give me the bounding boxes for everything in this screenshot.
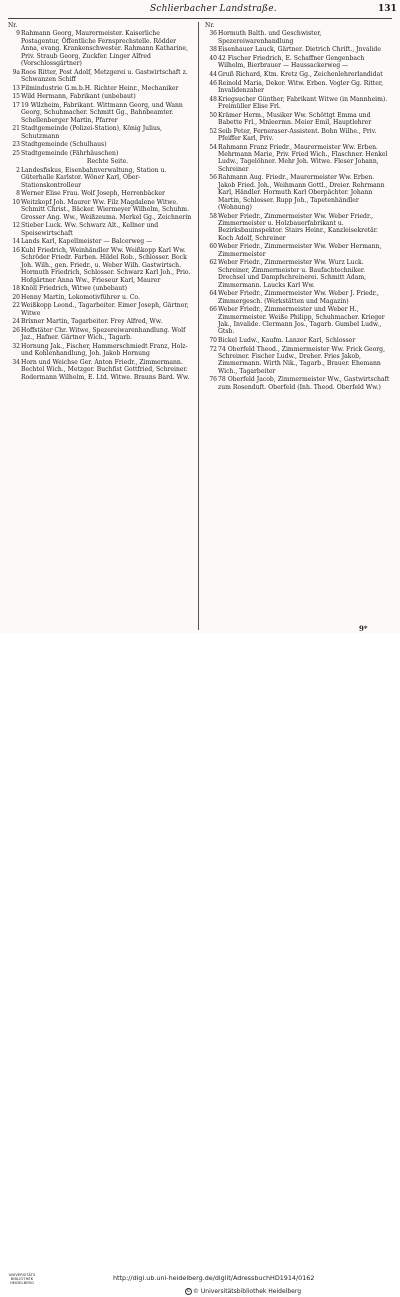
- house-number: 10: [12, 199, 20, 206]
- entry-text: Hormuth Balth. und Geschwister, Spezereiwarenhandlung: [218, 30, 322, 45]
- directory-entry: [205, 290, 391, 305]
- entry-text: 74 Oberfeld Theod., Zimmermeister Ww. Frick Georg, Schreiner. Fischer Ludw., Dreher. Fries Jakob, Zimmermann. Wirth Nik., Tagarb., Brauer. Ehemann Wich., Tagarbeiter: [218, 345, 386, 375]
- entry-text: Weber Friedr., Zimmermeister und Weber H., Zimmermeister. Weiße Philipp, Schuhmacher. Krieger Jak., Invalide. Clermann Jos., Tagarb. Gumbel Ludw., Gtsb.: [218, 306, 385, 336]
- house-number: 34: [12, 359, 20, 366]
- entry-text: Weber Friedr., Zimmermeister Ww. Wurz Luck. Schreiner, Zimmermeister u. Baufachtechniker. Drechsel und Dampfschreinerei. Schmitt Adam, Zimmermann. Laucks Karl Ww.: [218, 259, 367, 289]
- entry-text: Weber Friedr., Zimmermeister Ww. Weber Hermann, Zimmermeister: [218, 243, 382, 258]
- digitization-footer: [0, 633, 400, 1295]
- house-number: 18: [12, 285, 20, 293]
- house-number: 66: [209, 306, 217, 314]
- directory-entry: [205, 213, 391, 243]
- house-number: 2: [16, 167, 20, 174]
- directory-entry: [8, 167, 194, 189]
- directory-entry: [8, 359, 194, 381]
- entry-text: 42 Fischer Friedrich, E. Schaffner Gengenbach Wilhelm, Bierbrauer — Haussackerweg —: [218, 55, 365, 70]
- entry-text: Reinold Maria, Dekor. Witw. Erben. Vogler Gg. Ritter, Invalidenzaher: [218, 79, 384, 94]
- house-number: 20: [12, 293, 20, 301]
- house-number: 50: [209, 111, 217, 119]
- house-number: 60: [209, 243, 217, 251]
- directory-entry: [205, 346, 391, 376]
- page-header: [0, 4, 400, 16]
- entry-text: 19 Wilzheim, Fabrikant. Wittmann Georg, und Wann Georg, Schuhmacher. Schmitt Gg., Bahnbeamter. Schellenberger Martin, Pfarrer: [21, 101, 183, 124]
- entry-text: Lands Karl, Kapellmeister — Balcerweg —: [21, 238, 153, 246]
- house-number: 15: [12, 93, 20, 101]
- library-logo-text: UNIVERSITÄTS BIBLIOTHEK HEIDELBERG: [8, 1273, 36, 1285]
- directory-entry: [8, 247, 194, 284]
- directory-entry: [8, 222, 194, 237]
- directory-entry: [8, 85, 194, 92]
- directory-entry: [205, 376, 391, 391]
- house-number: 46: [209, 79, 217, 87]
- entry-text: Stadtgemeinde (Fährhäuschen): [21, 149, 119, 157]
- directory-entry: [8, 343, 194, 358]
- source-link[interactable]: http://digi.ub.uni-heidelberg.de/diglit/AdressbuchHD1914/0162: [113, 1274, 315, 1282]
- house-number: 23: [12, 141, 20, 149]
- directory-entry: [8, 158, 194, 165]
- entry-text: Krämer Herm., Musiker Ww. Schöttgt Emma und Babette Frl., Mnleermn. Meier Emil, Hauptlehrer: [218, 111, 372, 126]
- house-number: 44: [209, 71, 217, 78]
- header-rule: [8, 18, 392, 19]
- directory-entry: [205, 30, 391, 45]
- entry-text: Rahmann Georg, Maurermeister. Kaiserliche Postagentur, Öffentliche Fernsprechstelle. Rödder Anna, evang. Krankenschwester. Rahmann Katharine, Priv. Straub Georg, Zuckfer. Linger Alfred (Vorschlossgärtner): [21, 30, 188, 68]
- entry-text: Weber Friedr., Zimmermeister Ww. Weber Friedr., Zimmermeister u. Holzbauerfabrikant u. Bezirksbauinspektor. Stairs Heinr., Kanzleisekretär. Koch Adolf, Schreiner: [218, 212, 378, 242]
- house-number: 58: [209, 212, 217, 220]
- directory-entry: [8, 125, 194, 140]
- directory-entry: [8, 141, 194, 148]
- house-number: 40: [209, 55, 217, 62]
- directory-entry: [205, 46, 391, 53]
- directory-entry: [8, 93, 194, 100]
- house-number: 48: [209, 95, 217, 103]
- house-number: 9a: [12, 68, 20, 76]
- entry-text: Weitzkopf Joh. Maurer Ww. Filz Magdalene Witwe. Schmitt Christ., Bäcker. Wiermeyer Wilhelm, Schuhm. Grosser Ang. Ww., Weißzeuma. Merkel Gg., Zeichnerin: [21, 199, 192, 221]
- copyright-text: © Universitätsbibliothek Heidelberg: [193, 1288, 302, 1295]
- entry-text: Eisenhauer Lauck, Gärtner. Dietrich Chrift., Jnvalide: [218, 46, 381, 54]
- house-number: 13: [12, 84, 20, 92]
- house-number: 8: [16, 190, 20, 198]
- entry-text: Weber Friedr., Zimmermeister Ww. Weber J. Friedr., Zimmergesch. (Werkstätten und Magazin): [218, 290, 379, 305]
- entry-text: Knöll Friedrich, Witwe (unbebaut): [21, 285, 127, 293]
- entry-text: Landesfiskus, Eisenbahnverwaltung, Station u. Güterhalle Karlstor. Wöner Karl, Ober-Stationskontrolleur: [21, 167, 167, 189]
- house-number: 14: [12, 238, 20, 246]
- entry-text: Rechte Seite.: [86, 158, 129, 166]
- left-column: [8, 22, 194, 382]
- house-number: 62: [209, 259, 217, 267]
- house-number: 16: [12, 247, 20, 254]
- house-number: 36: [209, 30, 217, 38]
- page-number: 131: [378, 4, 397, 14]
- directory-entry: [205, 144, 391, 174]
- house-number: 72: [209, 345, 217, 353]
- directory-entry: [205, 306, 391, 336]
- directory-entry: [8, 318, 194, 325]
- directory-entry: [8, 302, 194, 317]
- directory-entry: [8, 150, 194, 157]
- page-title: Schlierbacher Landstraße.: [150, 4, 277, 14]
- directory-entry: [205, 128, 391, 143]
- right-column: [205, 22, 391, 392]
- directory-entry: [205, 243, 391, 258]
- signature-mark: 9*: [359, 624, 368, 633]
- directory-entry: [205, 55, 391, 70]
- entry-text: Filmindustrie G.m.b.H. Richter Heinr., Mechaniker: [21, 84, 179, 92]
- directory-entry: [205, 174, 391, 211]
- house-number: 24: [12, 318, 20, 326]
- entry-text: Kriegsucher Günther, Fabrikant Witwe (in Mannheim). Freimüller Elise Frl.: [218, 95, 388, 110]
- entry-text: Wild Hermann, Fabrikant (unbebaut): [21, 93, 136, 101]
- directory-entry: [8, 285, 194, 292]
- entry-text: Kubl Friedrich, Weinhändler Ww. Weißkopp Karl Ww. Schröder Friedr. Farben. Hildel Rob., Schlosser. Bock Joh. Wilh., gen. Friedr., u. Weber Wilh. Gastwirtsch. Hormuth Friedrich, Schlosser. Schwarz Karl Joh., Prio. Hofgärtner Anna Ww., Frieseur Karl, Maurer: [21, 247, 191, 284]
- library-logo: [2, 1273, 42, 1297]
- directory-entry: [8, 327, 194, 342]
- directory-entry: [205, 80, 391, 95]
- house-number: 56: [209, 174, 217, 182]
- entry-text: Stadtgemeinde (Schulhaus): [21, 141, 107, 149]
- directory-entry: [205, 259, 391, 289]
- entry-text: Henny Martin, Lokomotivführer u. Co.: [21, 293, 140, 301]
- entry-text: Roos Ritter, Post Adolf, Metzgerei u. Gastwirtschaft z. Schwanzen Schiff: [21, 68, 188, 84]
- house-number: 26: [12, 327, 20, 334]
- directory-entry: [205, 96, 391, 111]
- entry-text: Horn und Weichse Ger. Anton Friedr., Zimmermann. Bechtel Wich., Metzger. Buchfist Gottfried, Schreiner. Rodermann Wilhelm, E. Ltd. Witwe. Brauns Bard. Ww.: [21, 359, 190, 381]
- entry-text: Hornung Jak., Fischer, Hammerschmiedt Franz, Holz- und Kohlenhandlung, Joh. Jakob Hornung: [21, 343, 188, 358]
- directory-entry: [8, 30, 194, 67]
- directory-entry: [8, 238, 194, 245]
- right-column-heading: Nr.: [205, 22, 215, 29]
- copyright-icon: ©: [186, 1289, 191, 1294]
- entry-text: Stadtgemeinde (Polizei-Station), König Julius, Schutzmann: [21, 125, 162, 140]
- entry-text: Weißkopp Leond., Tagarbeiter. Eimer Joseph, Gärtner, Witwe: [21, 302, 189, 317]
- entry-text: Seib Peter, Ferneraser-Assistent. Bohn Wilhe., Priv. Pfeiffer Karl, Priv.: [218, 127, 377, 142]
- house-number: 38: [209, 46, 217, 54]
- house-number: 32: [12, 343, 20, 350]
- directory-entry: [8, 199, 194, 221]
- house-number: 22: [12, 302, 20, 310]
- directory-entry: [8, 69, 194, 84]
- column-divider: [198, 22, 199, 630]
- house-number: 12: [12, 222, 20, 230]
- entry-text: Stieber Luck. Ww. Schwarz Alt., Kellner und Speisewirtschaft: [21, 222, 159, 237]
- left-column-heading: Nr.: [8, 22, 18, 29]
- house-number: 17: [12, 101, 20, 109]
- entry-text: Bickel Ludw., Kaufm. Lanzer Karl, Schlosser: [218, 337, 356, 345]
- house-number: 52: [209, 127, 217, 135]
- entry-text: 78 Oberfeld Jacob, Zimmermeister Ww., Gastwirtschaft zum Rosenduft. Oberfeld (Inh. Theod. Oberfeld Ww.): [218, 376, 390, 391]
- directory-entry: [8, 190, 194, 197]
- entry-text: Hoffstäter Chr. Witwe, Spezereiwarenhandlung. Wolf Jaz., Hafner. Gärtner Wich., Tagarb.: [21, 327, 186, 342]
- copyright-notice: [185, 1288, 301, 1295]
- entry-text: Rahmann Franz Friedr., Maurermeister Ww. Erben. Mehrmann Marie, Priv. Fried Wich., Flaschner. Henkel Ludw., Tagelöhner. Mehr Joh. Witwe. Fleser Johann, Schreiner: [218, 143, 388, 173]
- house-number: 9: [16, 30, 20, 38]
- house-number: 21: [12, 125, 20, 133]
- house-number: 76: [209, 376, 217, 384]
- house-number: 25: [12, 149, 20, 157]
- entry-text: Brixner Martin, Tagarbeiter. Frey Alfred, Ww.: [21, 318, 163, 326]
- entry-text: Gruß Richard, Ktm. Kretz Gg., Zeichenlehrerlandidat: [218, 71, 383, 78]
- house-number: 64: [209, 290, 217, 298]
- directory-entry: [8, 102, 194, 124]
- directory-entry: [8, 294, 194, 301]
- directory-entry: [205, 337, 391, 344]
- directory-entry: [205, 112, 391, 127]
- house-number: 70: [209, 337, 217, 345]
- entry-text: Rahmann Aug. Friedr., Maurermeister Ww. Erben. Jakob Fried. Joh., Weihmann Gottl., Dreier. Rehrmann Karl, Händler. Hormuth Karl Oberpächter. Johann Martin, Schlosser. Rupp Joh., Tapetenhändler (Wohnung): [218, 174, 385, 212]
- directory-entry: [205, 71, 391, 78]
- entry-text: Werner Elise Frau. Wolf Joseph, Herrenbäcker: [21, 190, 165, 198]
- house-number: 54: [209, 143, 217, 151]
